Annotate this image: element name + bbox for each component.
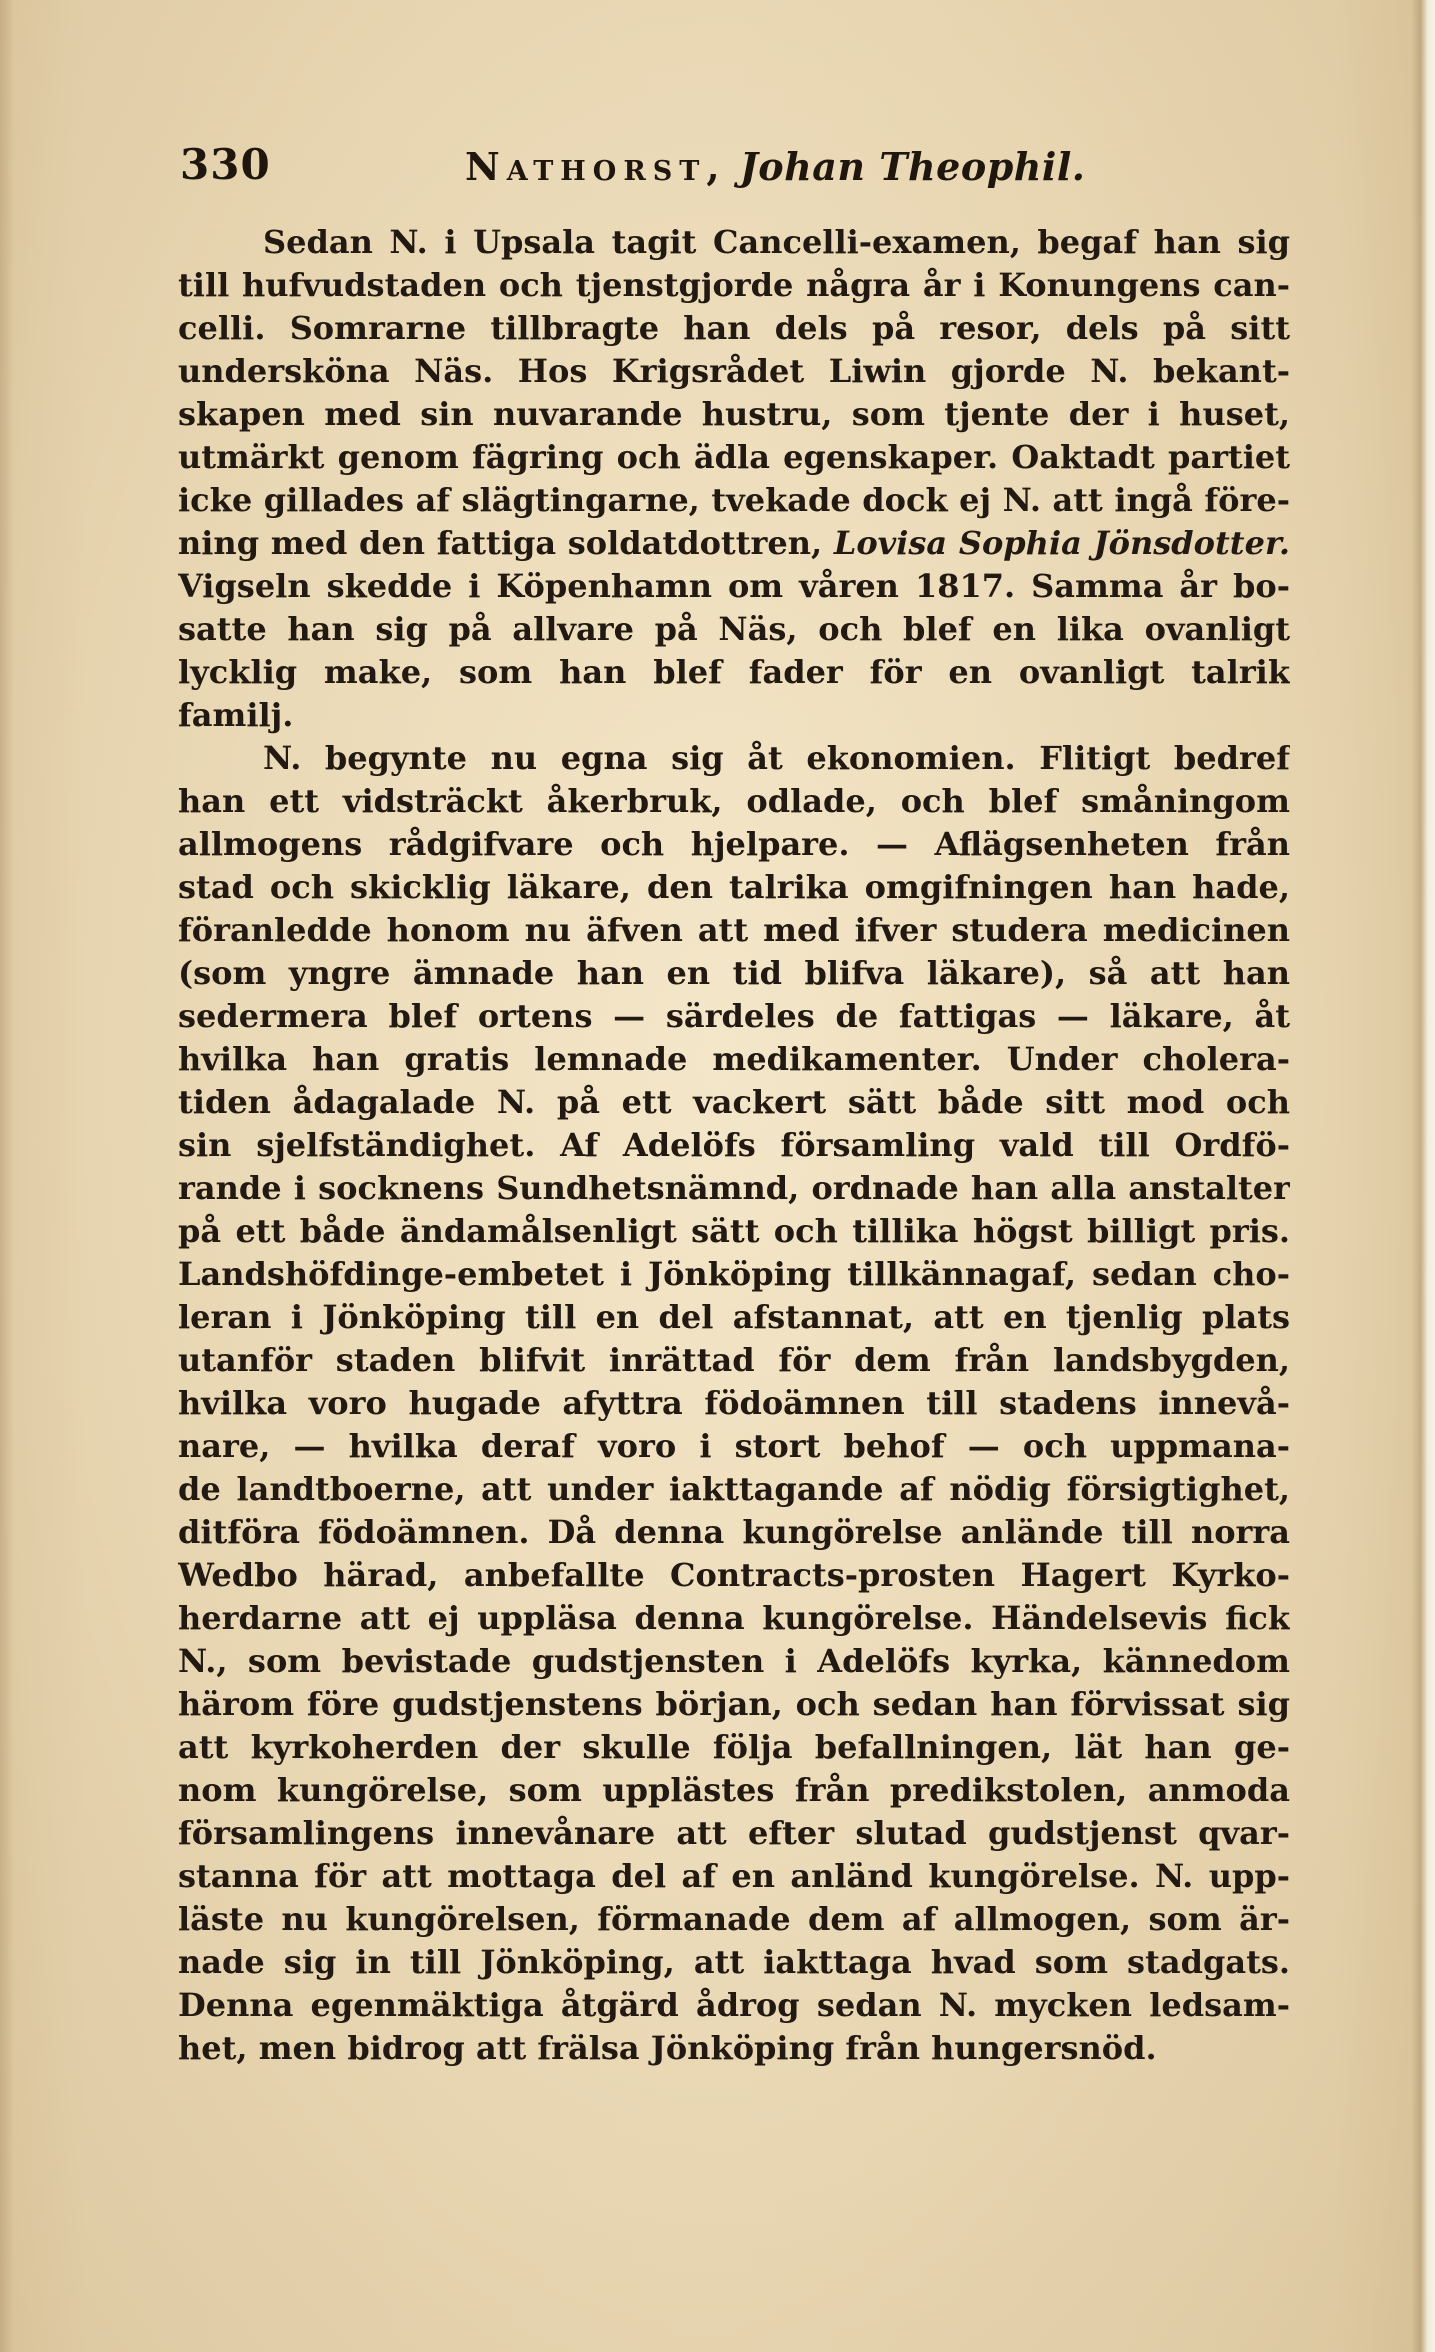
text-line: allmogens rådgifvare och hjelpare. — Aflägsenheten från	[178, 825, 1290, 863]
text-line: familj.	[178, 696, 294, 734]
text-line: Vigseln skedde i Köpenhamn om våren 1817. Samma år bo-	[178, 567, 1290, 605]
text-line: stad och skicklig läkare, den talrika omgifningen han hade,	[178, 868, 1290, 906]
text-line: icke gillades af slägtingarne, tvekade dock ej N. att ingå före-	[178, 481, 1290, 519]
text-line: utanför staden blifvit inrättad för dem från landsbygden,	[178, 1341, 1290, 1379]
text-line-with-name	[178, 522, 1290, 565]
page-header	[180, 140, 1300, 200]
text-line: undersköna Näs. Hos Krigsrådet Liwin gjorde N. bekant-	[178, 352, 1290, 390]
text-line: härom före gudstjenstens början, och sedan han förvissat sig	[178, 1685, 1290, 1723]
text-line: församlingens innevånare att efter slutad gudstjenst qvar-	[178, 1814, 1290, 1852]
text-line: leran i Jönköping till en del afstannat, att en tjenlig plats	[178, 1298, 1290, 1336]
text-line: de landtboerne, att under iakttagande af nödig försigtighet,	[178, 1470, 1290, 1508]
text-line: (som yngre ämnade han en tid blifva läkare), så att han	[178, 954, 1290, 992]
text-line: nom kungörelse, som upplästes från predikstolen, anmoda	[178, 1771, 1290, 1809]
body-text	[178, 221, 1290, 2070]
text-line: Sedan N. i Upsala tagit Cancelli-examen, begaf han sig	[263, 223, 1290, 261]
text-line: nare, — hvilka deraf voro i stort behof — och uppmana-	[178, 1427, 1290, 1465]
text-line: stanna för att mottaga del af en anländ kungörelse. N. upp-	[178, 1857, 1290, 1895]
running-head	[465, 144, 1086, 189]
text-line: skapen med sin nuvarande hustru, som tjente der i huset,	[178, 395, 1290, 433]
text-line: läste nu kungörelsen, förmanade dem af allmogen, som är-	[178, 1900, 1290, 1938]
text-line: Denna egenmäktiga åtgärd ådrog sedan N. mycken ledsam-	[178, 1986, 1290, 2024]
italic-name: Lovisa Sophia Jönsdotter.	[833, 524, 1290, 562]
running-head-surname: Nathorst,	[465, 144, 727, 189]
text-line: sedermera blef ortens — särdeles de fattigas — läkare, åt	[178, 997, 1290, 1035]
text-line: nade sig in till Jönköping, att iakttaga hvad som stadgats.	[178, 1943, 1290, 1981]
text-line-part: ning med den fattiga soldatdottren,	[178, 524, 823, 562]
text-line: sin sjelfständighet. Af Adelöfs församling vald till Ordfö-	[178, 1126, 1290, 1164]
page-edge-left	[0, 0, 14, 2352]
text-line: hvilka han gratis lemnade medikamenter. Under cholera-	[178, 1040, 1290, 1078]
text-line: han ett vidsträckt åkerbruk, odlade, och blef småningom	[178, 782, 1290, 820]
text-line: lycklig make, som han blef fader för en ovanligt talrik	[178, 653, 1290, 691]
text-line: satte han sig på allvare på Näs, och blef en lika ovanligt	[178, 610, 1290, 648]
text-line: N. begynte nu egna sig åt ekonomien. Flitigt bedref	[263, 739, 1290, 777]
running-head-given-names: Johan Theophil.	[739, 144, 1086, 189]
page-number: 330	[180, 140, 271, 189]
text-line: ditföra födoämnen. Då denna kungörelse anlände till norra	[178, 1513, 1290, 1551]
text-line: rande i socknens Sundhetsnämnd, ordnade han alla anstalter	[178, 1169, 1290, 1207]
text-line: föranledde honom nu äfven att med ifver studera medicinen	[178, 911, 1290, 949]
text-line: herdarne att ej uppläsa denna kungörelse. Händelsevis fick	[178, 1599, 1290, 1637]
text-line: utmärkt genom fägring och ädla egenskaper. Oaktadt partiet	[178, 438, 1290, 476]
page-edge-right	[1411, 0, 1435, 2352]
text-line: Wedbo härad, anbefallte Contracts-prosten Hagert Kyrko-	[178, 1556, 1290, 1594]
text-line: på ett både ändamålsenligt sätt och tillika högst billigt pris.	[178, 1212, 1290, 1250]
text-line: het, men bidrog att frälsa Jönköping från hungersnöd.	[178, 2029, 1157, 2067]
text-line: celli. Somrarne tillbragte han dels på resor, dels på sitt	[178, 309, 1290, 347]
text-line: till hufvudstaden och tjenstgjorde några år i Konungens can-	[178, 266, 1290, 304]
text-line: N., som bevistade gudstjensten i Adelöfs kyrka, kännedom	[178, 1642, 1290, 1680]
text-line: tiden ådagalade N. på ett vackert sätt både sitt mod och	[178, 1083, 1290, 1121]
text-line: att kyrkoherden der skulle följa befallningen, lät han ge-	[178, 1728, 1290, 1766]
text-line: hvilka voro hugade afyttra födoämnen till stadens innevå-	[178, 1384, 1290, 1422]
text-line: Landshöfdinge-embetet i Jönköping tillkännagaf, sedan cho-	[178, 1255, 1290, 1293]
